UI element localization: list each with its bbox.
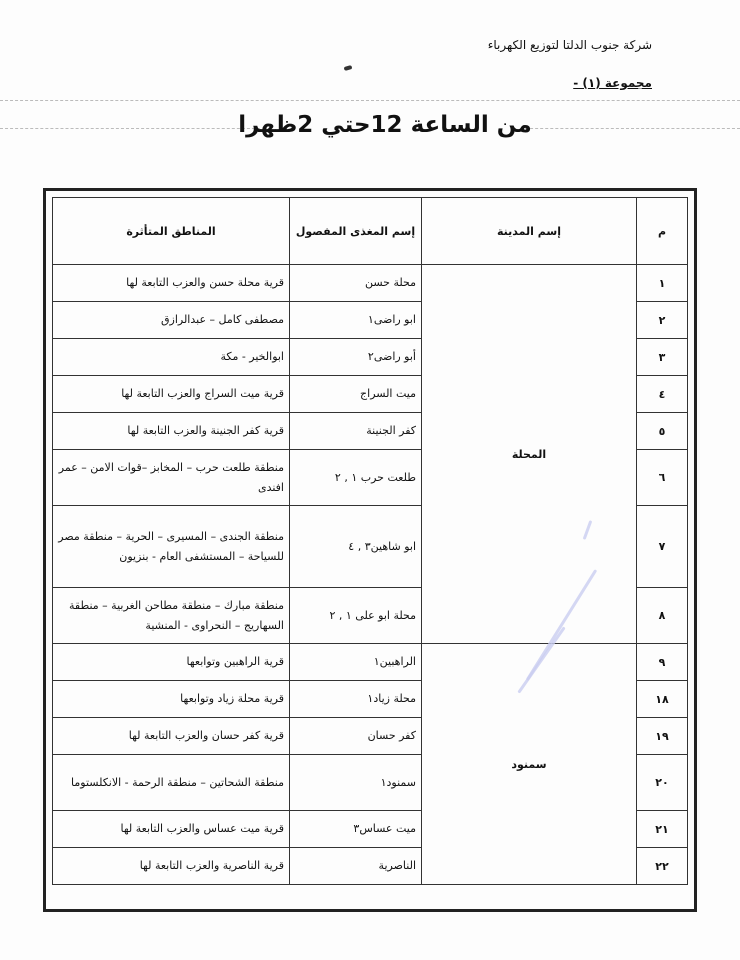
table-row: [53, 644, 688, 681]
outage-table: [52, 197, 688, 885]
row-number: ٣: [637, 339, 688, 376]
affected-areas: منطقة طلعت حرب – المخابز –قوات الامن – عمر افندى: [53, 450, 290, 506]
group-label: مجموعة (١) -: [573, 76, 652, 90]
affected-areas: منطقة الشحاتين – منطقة الرحمة - الانكلستوما: [53, 755, 290, 811]
row-number: ١٩: [637, 718, 688, 755]
affected-areas: قرية ميت عساس والعزب التابعة لها: [53, 811, 290, 848]
feeder-name: ميت عساس٣: [290, 811, 422, 848]
time-title: من الساعة 12حتي 2ظهرا: [238, 112, 532, 138]
feeder-name: محلة ابو على ١ , ٢: [290, 588, 422, 644]
feeder-name: ابو شاهين٣ , ٤: [290, 506, 422, 588]
feeder-name: ابو راضى١: [290, 302, 422, 339]
feeder-name: محلة زياد١: [290, 681, 422, 718]
row-number: ١: [637, 265, 688, 302]
row-number: ٤: [637, 376, 688, 413]
affected-areas: قرية محلة حسن والعزب التابعة لها: [53, 265, 290, 302]
table-header-row: [53, 198, 688, 265]
row-number: ٨: [637, 588, 688, 644]
row-number: ٢٢: [637, 848, 688, 885]
col-header-areas: المناطق المتأثرة: [53, 198, 290, 265]
col-header-feeder: إسم المغذى المفصول: [290, 198, 422, 265]
affected-areas: ابوالخير - مكة: [53, 339, 290, 376]
ink-speck: [344, 65, 353, 71]
feeder-name: الناصرية: [290, 848, 422, 885]
affected-areas: قرية محلة زياد وتوابعها: [53, 681, 290, 718]
row-number: ٥: [637, 413, 688, 450]
affected-areas: قرية الراهبين وتوابعها: [53, 644, 290, 681]
divider-line: [0, 100, 740, 102]
affected-areas: قرية كفر حسان والعزب التابعة لها: [53, 718, 290, 755]
affected-areas: منطقة مبارك – منطقة مطاحن الغربية – منطقة السهاريج – النحراوى - المنشية: [53, 588, 290, 644]
feeder-name: كفر حسان: [290, 718, 422, 755]
row-number: ٩: [637, 644, 688, 681]
row-number: ٢١: [637, 811, 688, 848]
feeder-name: الراهبين١: [290, 644, 422, 681]
schedule-sheet: [43, 188, 697, 912]
row-number: ٧: [637, 506, 688, 588]
feeder-name: ميت السراج: [290, 376, 422, 413]
company-name: شركة جنوب الدلتا لتوزيع الكهرباء: [487, 38, 652, 52]
col-header-num: م: [637, 198, 688, 265]
city-name: سمنود: [422, 644, 637, 885]
feeder-name: محلة حسن: [290, 265, 422, 302]
feeder-name: طلعت حرب ١ , ٢: [290, 450, 422, 506]
feeder-name: كفر الجنينة: [290, 413, 422, 450]
col-header-city: إسم المدينة: [422, 198, 637, 265]
affected-areas: قرية كفر الجنينة والعزب التابعة لها: [53, 413, 290, 450]
feeder-name: أبو راضى٢: [290, 339, 422, 376]
row-number: ١٨: [637, 681, 688, 718]
feeder-name: سمنود١: [290, 755, 422, 811]
city-name: المحلة: [422, 265, 637, 644]
table-row: [53, 265, 688, 302]
affected-areas: مصطفى كامل – عبدالرازق: [53, 302, 290, 339]
row-number: ٢: [637, 302, 688, 339]
row-number: ٢٠: [637, 755, 688, 811]
affected-areas: منطقة الجندى – المسيرى – الحرية – منطقة مصر للسياحة – المستشفى العام - بنزيون: [53, 506, 290, 588]
affected-areas: قرية الناصرية والعزب التابعة لها: [53, 848, 290, 885]
row-number: ٦: [637, 450, 688, 506]
affected-areas: قرية ميت السراج والعزب التابعة لها: [53, 376, 290, 413]
